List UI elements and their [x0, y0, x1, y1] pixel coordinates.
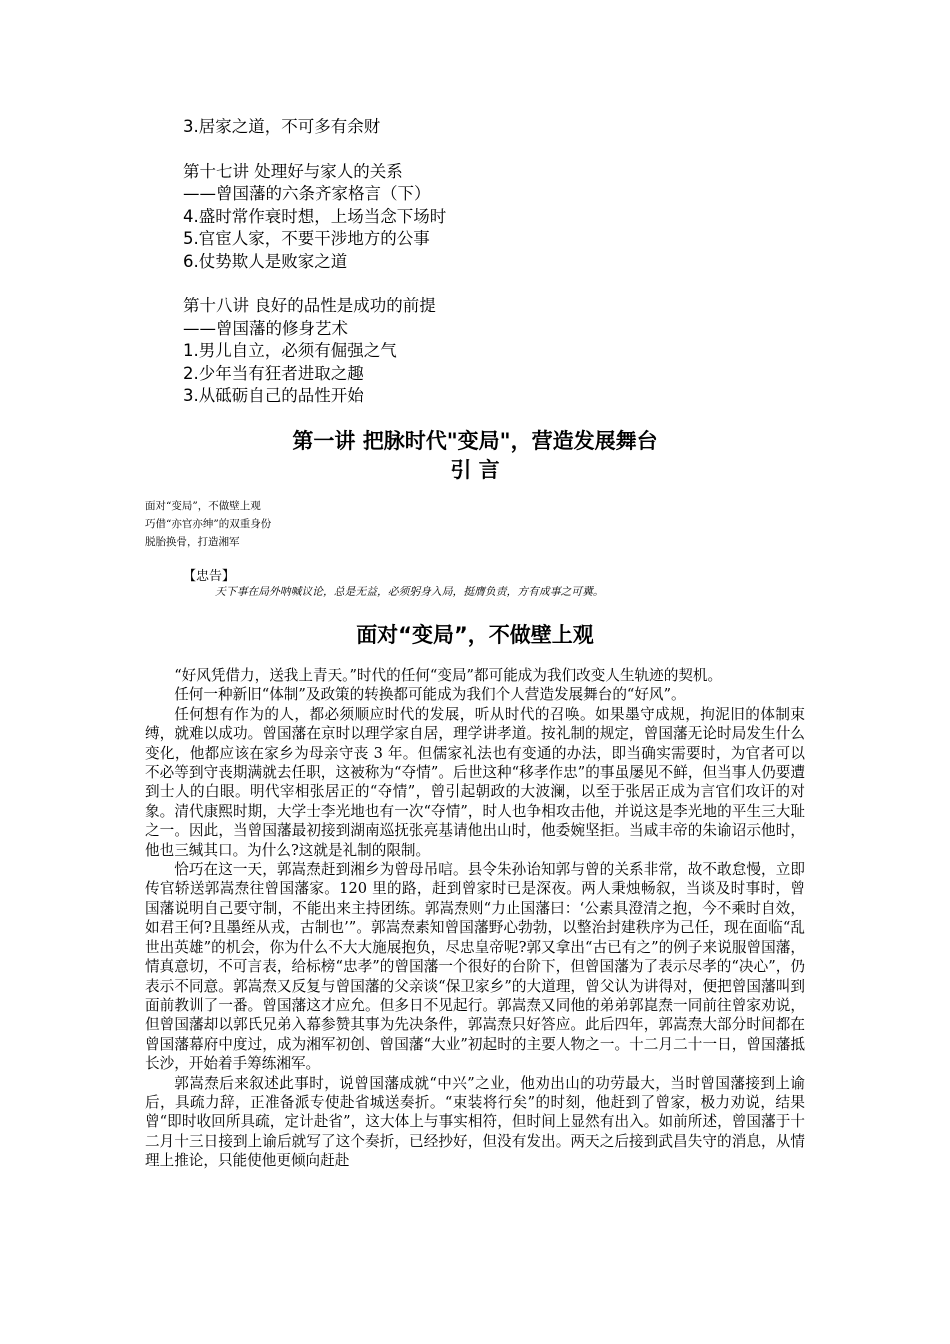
- chapter-subtitle: 引 言: [450, 458, 500, 482]
- toc-item: 3.居家之道，不可多有余财: [183, 117, 381, 136]
- toc-lecture-subtitle: ——曾国藩的六条齐家格言（下）: [183, 184, 431, 203]
- toc-lecture-title: 第十七讲 处理好与家人的关系: [183, 161, 403, 181]
- toc-item: 2.少年当有狂者进取之趣: [183, 363, 364, 383]
- intro-list-item: 巧借“亦官亦绅”的双重身份: [145, 518, 272, 530]
- toc-item: 3.从砥砺自己的品性开始: [183, 386, 364, 405]
- section-title: 面对“变局”，不做壁上观: [356, 623, 594, 647]
- advice-text: 天下事在局外呐喊议论，总是无益，必须躬身入局，挺膺负责，方有成事之可冀。: [215, 585, 604, 598]
- paragraph: 恰巧在这一天，郭嵩焘赶到湘乡为曾母吊唁。县令朱孙诒知郭与曾的关系非常，故不敢怠慢，立即传官轿送郭嵩焘往曾国藩家。120 里的路，赶到曾家时已是深夜。两人秉烛畅叙，当谈及时事时，曾国藩说明自己要守制，不能出来主持团练。郭嵩焘则“力止国藩曰：‘公素具澄清之抱，今不乘时自效，如君王何?且墨绖从戎，古制也’”。郭嵩焘素知曾国藩野心勃勃，以整治封建秩序为己任，现在面临“乱世出英雄”的机会，你为什么不大大施展抱负，尽忠皇帝呢?郭又拿出“古已有之”的例子来说服曾国藩，情真意切，不可言表，给标榜“忠孝”的曾国藩一个很好的台阶下，但曾国藩为了表示尽孝的“决心”，仍表示不同意。郭嵩焘又反复与曾国藩的父亲谈“保卫家乡”的大道理，曾父认为讲得对，便把曾国藩叫到面前教训了一番。曾国藩这才应允。但多日不见起行。郭嵩焘又同他的弟弟郭崑焘一同前往曾家劝说，但曾国藩却以郭氏兄弟入幕参赞其事为先决条件，郭嵩焘只好答应。此后四年，郭嵩焘大部分时间都在曾国藩幕府中度过，成为湘军初创、曾国藩“大业”初起时的主要人物之一。十二月二十一日，曾国藩抵长沙，开始着手筹练湘军。: [145, 861, 805, 1073]
- toc-item: 6.仗势欺人是败家之道: [183, 251, 348, 271]
- intro-list: [145, 497, 271, 551]
- advice-label: 【忠告】: [183, 569, 236, 584]
- toc-lecture-title: 第十八讲 良好的品性是成功的前提: [183, 296, 436, 315]
- intro-list-item: 面对“变局”，不做壁上观: [145, 500, 261, 512]
- paragraph: 任何想有作为的人，都必须顺应时代的发展，听从时代的召唤。如果墨守成规，拘泥旧的体制束缚，就难以成功。曾国藩在京时以理学家自居，理学讲孝道。按礼制的规定，曾国藩无论时局发生什么变化，他都应该在家乡为母亲守丧 3 年。但儒家礼法也有变通的办法，即当确实需要时，为官者可以不必等到守丧期满就去任职，这被称为“夺情”。后世这种“移孝作忠”的事虽屡见不鲜，但当事人仍要遭到士人的白眼。明代宰相张居正的“夺情”，曾引起朝政的大波澜，以至于张居正成为言官们攻讦的对象。清代康熙时期，大学士李光地也有一次“夺情”，时人也争相攻击他，并说这是李光地的平生三大耻之一。因此，当曾国藩最初接到湖南巡抚张亮基请他出山时，他委婉坚拒。当咸丰帝的朱谕诏示他时，他也三缄其口。为什么?这就是礼制的限制。: [145, 705, 805, 859]
- chapter-heading: [0, 427, 950, 485]
- toc-item: 1.男儿自立，必须有倔强之气: [183, 341, 397, 360]
- paragraph: 任何一种新旧“体制”及政策的转换都可能成为我们个人营造发展舞台的“好风”。: [174, 686, 686, 704]
- toc-item: 4.盛时常作衰时想，上场当念下场时: [183, 206, 447, 226]
- chapter-title: 第一讲 把脉时代"变局"，营造发展舞台: [292, 429, 658, 453]
- body-text: [145, 666, 805, 1171]
- paragraph: 郭嵩焘后来叙述此事时，说曾国藩成就“中兴”之业，他劝出山的功劳最大，当时曾国藩接到上谕后，具疏力辞，正准备派专使赴省城送奏折。“束装将行矣”的时刻，他赶到了曾家，极力劝说，结果曾“即时收回所具疏，定计赴省”，这大体上与事实相符，但时间上显然有出入。如前所述，曾国藩于十二月十三日接到上谕后就写了这个奏折，已经抄好，但没有发出。两天之后接到武昌失守的消息，从情理上推论，只能使他更倾向赶赴: [145, 1074, 805, 1170]
- intro-list-item: 脱胎换骨，打造湘军: [145, 536, 240, 548]
- toc-item: 5.官宦人家，不要干涉地方的公事: [183, 229, 430, 248]
- paragraph: “好风凭借力，送我上青天。”时代的任何“变局”都可能成为我们改变人生轨迹的契机。: [174, 667, 723, 684]
- toc-lecture-subtitle: ——曾国藩的修身艺术: [183, 318, 348, 338]
- table-of-contents: [183, 116, 446, 408]
